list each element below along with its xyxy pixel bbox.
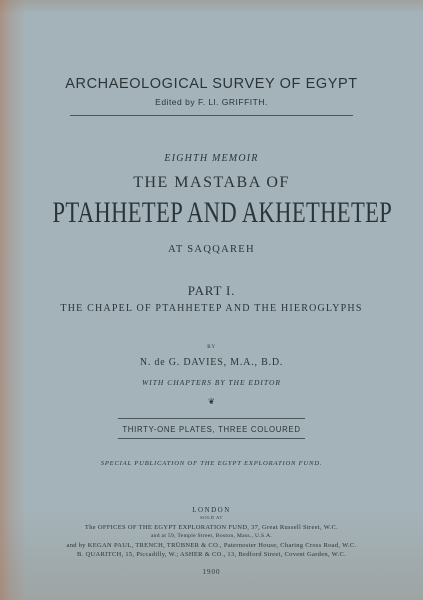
plates-rule-bottom	[118, 438, 305, 439]
memoir-number: EIGHTH MEMOIR	[164, 153, 259, 164]
divider-rule	[70, 115, 353, 116]
place-name: AT SAQQAREH	[168, 244, 255, 255]
plates-rule-top	[118, 418, 305, 419]
part-heading: PART I.	[187, 283, 236, 298]
part-subtitle: THE CHAPEL OF PTAHHETEP AND THE HIEROGLYPHS	[60, 303, 363, 314]
by-line: BY	[207, 345, 216, 350]
publisher-line: B. QUARITCH, 15, Piccadilly, W.; ASHER & CO., 13, Bedford Street, Covent Garden, W.C.	[77, 551, 346, 558]
plates-note: THIRTY-ONE PLATES, THREE COLOURED	[122, 425, 301, 434]
sold-at: SOLD AT	[200, 515, 223, 520]
publisher-line: and by KEGAN PAUL, TRENCH, TRÜBNER & CO., Paternoster House, Charing Cross Road, W.C.	[66, 542, 357, 549]
main-title: PTAHHETEP AND AKHETHETEP	[52, 196, 393, 229]
chapters-note: WITH CHAPTERS BY THE EDITOR	[142, 378, 281, 387]
publication-year: 1900	[202, 568, 221, 576]
publisher-line: and at 59, Temple Street, Boston, Mass., U.S.A.	[150, 533, 273, 539]
series-title: ARCHAEOLOGICAL SURVEY OF EGYPT	[65, 76, 358, 92]
author-name: N. de G. DAVIES, M.A., B.D.	[139, 357, 284, 368]
ornament-icon: ❦	[208, 397, 215, 406]
title-lead: THE MASTABA OF	[133, 174, 290, 191]
publisher-line: The OFFICES OF THE EGYPT EXPLORATION FUND, 37, Great Russell Street, W.C.	[84, 524, 339, 531]
special-publication: SPECIAL PUBLICATION OF THE EGYPT EXPLORATION FUND.	[100, 460, 323, 467]
imprint-city: LONDON	[192, 506, 231, 514]
editor-line: Edited by F. Ll. GRIFFITH.	[155, 97, 268, 107]
